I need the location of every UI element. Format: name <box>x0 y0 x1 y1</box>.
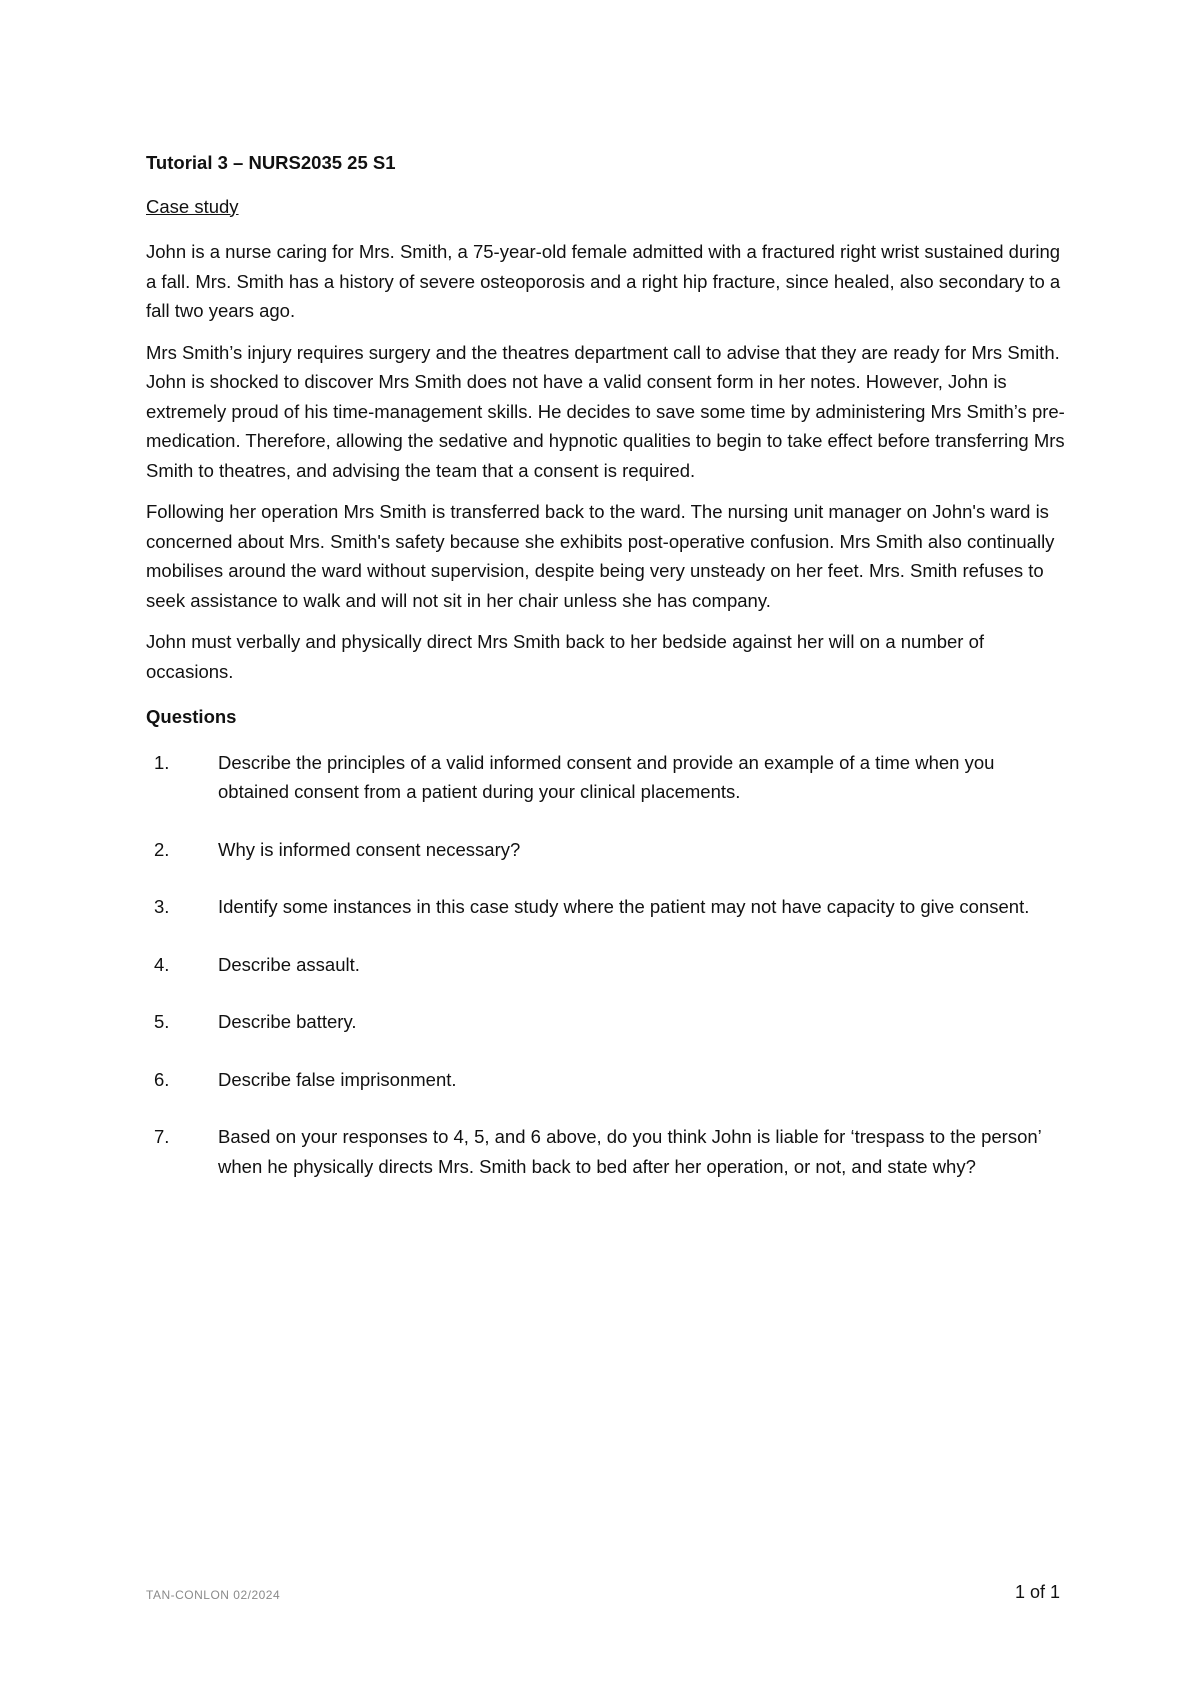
case-paragraph-2: Mrs Smith’s injury requires surgery and the theatres department call to advise that they are ready for Mrs Smith. John is shocked to discover Mrs Smith does not have a valid consent form in her notes. However, John is extremely proud of his time-management skills. He decides to save some time by administering Mrs Smith’s pre-medication. Therefore, allowing the sedative and hypnotic qualities to begin to take effect before transferring Mrs Smith to theatres, and advising the team that a consent is required. <box>146 341 1065 481</box>
question-item <box>146 1122 1066 1181</box>
question-number: 6. <box>154 1068 170 1090</box>
document-title: Tutorial 3 – NURS2035 25 S1 <box>146 152 396 173</box>
footer-page-number: 1 of 1 <box>1014 1582 1060 1602</box>
question-item <box>146 1007 1066 1037</box>
question-item <box>146 748 1066 807</box>
question-text: Why is informed consent necessary? <box>218 838 521 860</box>
question-item <box>146 892 1066 922</box>
questions-list <box>146 748 1066 1182</box>
footer-author-code: TAN-CONLON 02/2024 <box>146 1588 281 1602</box>
question-number: 2. <box>154 838 170 860</box>
question-text: Identify some instances in this case study where the patient may not have capacity to give consent. <box>218 896 1030 917</box>
question-text: Based on your responses to 4, 5, and 6 above, do you think John is liable for ‘trespass to the person’ when he physically directs Mrs. Smith back to bed after her operation, or not, and state why? <box>218 1126 1042 1177</box>
question-text: Describe false imprisonment. <box>218 1068 457 1090</box>
question-number: 5. <box>154 1011 170 1032</box>
question-text: Describe the principles of a valid informed consent and provide an example of a time when you obtained consent from a patient during your clinical placements. <box>218 751 995 802</box>
document-body <box>146 148 1066 1209</box>
question-item <box>146 950 1066 980</box>
case-paragraph-3: Following her operation Mrs Smith is transferred back to the ward. The nursing unit manager on John's ward is concerned about Mrs. Smith's safety because she exhibits post-operative confusion. Mrs Smith also continually mobilises around the ward without supervision, despite being very unsteady on her feet. Mrs. Smith refuses to seek assistance to walk and will not sit in her chair unless she has company. <box>146 501 1055 611</box>
question-text: Describe battery. <box>218 1011 357 1032</box>
question-number: 3. <box>154 896 170 917</box>
question-item <box>146 1065 1066 1095</box>
question-text: Describe assault. <box>218 953 360 975</box>
question-number: 7. <box>154 1126 170 1147</box>
case-study-heading: Case study <box>146 195 239 217</box>
question-number: 4. <box>154 953 170 975</box>
question-number: 1. <box>154 751 170 773</box>
case-paragraph-1: John is a nurse caring for Mrs. Smith, a 75-year-old female admitted with a fractured right wrist sustained during a fall. Mrs. Smith has a history of severe osteoporosis and a right hip fracture, since healed, also secondary to a fall two years ago. <box>146 241 1061 321</box>
case-paragraph-4: John must verbally and physically direct Mrs Smith back to her bedside against her will on a number of occasions. <box>146 631 985 682</box>
questions-heading: Questions <box>146 706 237 727</box>
question-item <box>146 835 1066 865</box>
